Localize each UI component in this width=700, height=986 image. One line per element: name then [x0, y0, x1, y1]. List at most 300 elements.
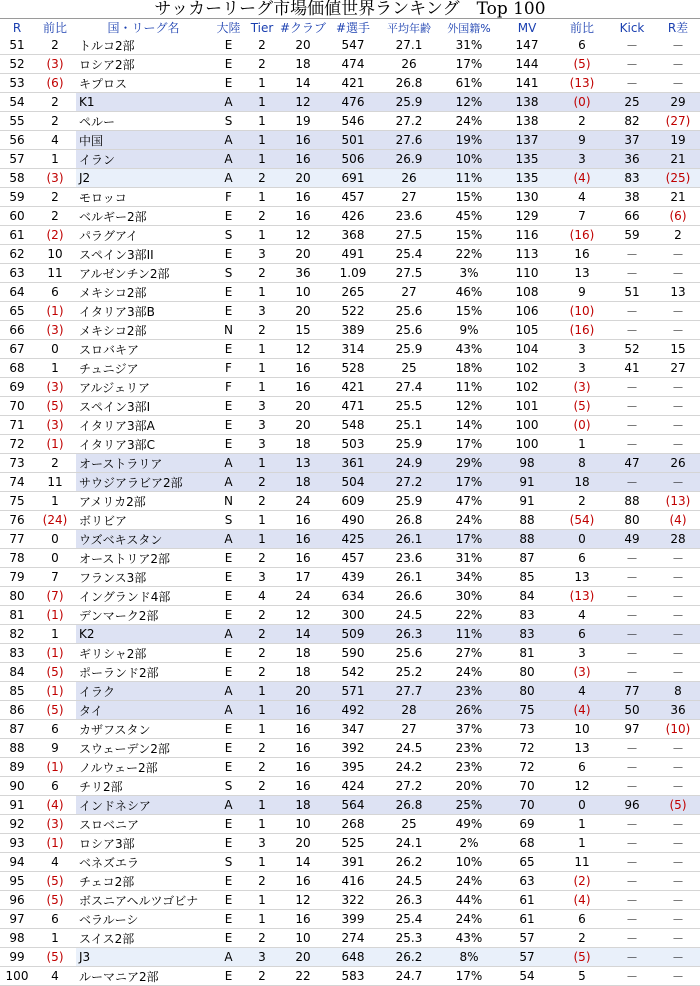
cell-foreign-pct: 23%: [440, 758, 498, 777]
cell-mv-change: 13: [556, 739, 608, 758]
cell-avg-age: 23.6: [378, 207, 440, 226]
cell-rank-diff: －: [656, 568, 700, 587]
cell-league: イタリア3部A: [76, 416, 211, 435]
cell-league: サウジアラビア2部: [76, 473, 211, 492]
cell-clubs: 36: [278, 264, 328, 283]
cell-mv: 81: [498, 644, 556, 663]
cell-rank-diff: (10): [656, 720, 700, 739]
cell-rank: 55: [0, 112, 34, 131]
table-row: [0, 549, 700, 568]
cell-continent: A: [211, 530, 246, 549]
cell-rank-diff: (5): [656, 796, 700, 815]
cell-players: 391: [328, 853, 378, 872]
cell-avg-age: 26.1: [378, 530, 440, 549]
cell-players: 506: [328, 150, 378, 169]
cell-mv: 80: [498, 663, 556, 682]
cell-rank: 67: [0, 340, 34, 359]
cell-rank-change: (5): [34, 872, 76, 891]
cell-tier: 2: [246, 644, 278, 663]
cell-players: 474: [328, 55, 378, 74]
cell-foreign-pct: 24%: [440, 663, 498, 682]
cell-continent: S: [211, 226, 246, 245]
cell-mv-change: 6: [556, 36, 608, 55]
cell-mv-change: (4): [556, 701, 608, 720]
cell-mv: 85: [498, 568, 556, 587]
cell-kick: －: [608, 758, 656, 777]
cell-rank-diff: －: [656, 245, 700, 264]
cell-league: スロベニア: [76, 815, 211, 834]
cell-foreign-pct: 17%: [440, 435, 498, 454]
cell-mv: 102: [498, 359, 556, 378]
cell-mv-change: 5: [556, 967, 608, 986]
cell-rank: 95: [0, 872, 34, 891]
cell-league: モロッコ: [76, 188, 211, 207]
cell-mv-change: 7: [556, 207, 608, 226]
cell-tier: 2: [246, 625, 278, 644]
cell-rank: 81: [0, 606, 34, 625]
cell-players: 564: [328, 796, 378, 815]
col-header-continent: 大陸: [216, 21, 241, 35]
cell-mv-change: (4): [556, 891, 608, 910]
cell-kick: －: [608, 549, 656, 568]
cell-clubs: 20: [278, 245, 328, 264]
table-row: [0, 777, 700, 796]
cell-foreign-pct: 17%: [440, 967, 498, 986]
cell-mv: 101: [498, 397, 556, 416]
cell-avg-age: 27.4: [378, 378, 440, 397]
cell-rank-change: 1: [34, 150, 76, 169]
cell-continent: E: [211, 245, 246, 264]
cell-kick: －: [608, 815, 656, 834]
cell-players: 368: [328, 226, 378, 245]
cell-rank: 54: [0, 93, 34, 112]
table-row: [0, 150, 700, 169]
cell-players: 322: [328, 891, 378, 910]
cell-mv: 113: [498, 245, 556, 264]
cell-kick: －: [608, 397, 656, 416]
cell-avg-age: 25.3: [378, 929, 440, 948]
cell-clubs: 20: [278, 682, 328, 701]
cell-mv-change: (5): [556, 948, 608, 967]
cell-avg-age: 27.2: [378, 777, 440, 796]
cell-league: キプロス: [76, 74, 211, 93]
cell-rank-diff: 36: [656, 701, 700, 720]
cell-mv-change: (5): [556, 397, 608, 416]
cell-mv: 83: [498, 625, 556, 644]
cell-mv-change: 6: [556, 910, 608, 929]
cell-mv-change: (3): [556, 663, 608, 682]
cell-league: ポーランド2部: [76, 663, 211, 682]
cell-rank-diff: 29: [656, 93, 700, 112]
cell-clubs: 20: [278, 397, 328, 416]
cell-mv-change: (4): [556, 169, 608, 188]
cell-tier: 3: [246, 948, 278, 967]
cell-continent: E: [211, 758, 246, 777]
col-header-rank-diff: R差: [667, 21, 689, 35]
cell-players: 691: [328, 169, 378, 188]
cell-mv: 91: [498, 492, 556, 511]
cell-rank-change: (4): [34, 796, 76, 815]
cell-players: 583: [328, 967, 378, 986]
cell-rank-change: (1): [34, 682, 76, 701]
cell-rank-change: (1): [34, 606, 76, 625]
cell-rank-diff: 2: [656, 226, 700, 245]
cell-mv-change: 0: [556, 530, 608, 549]
table-row: [0, 169, 700, 188]
cell-clubs: 18: [278, 473, 328, 492]
cell-mv: 80: [498, 682, 556, 701]
cell-avg-age: 26.2: [378, 853, 440, 872]
table-row: [0, 378, 700, 397]
table-row: [0, 302, 700, 321]
cell-players: 421: [328, 74, 378, 93]
cell-rank-diff: －: [656, 815, 700, 834]
cell-league: ベラルーシ: [76, 910, 211, 929]
cell-mv-change: 11: [556, 853, 608, 872]
cell-rank-change: (1): [34, 435, 76, 454]
cell-league: ロシア3部: [76, 834, 211, 853]
table-row: [0, 834, 700, 853]
cell-tier: 2: [246, 36, 278, 55]
cell-avg-age: 24.7: [378, 967, 440, 986]
cell-rank: 75: [0, 492, 34, 511]
cell-rank-diff: －: [656, 55, 700, 74]
cell-clubs: 18: [278, 644, 328, 663]
cell-continent: E: [211, 834, 246, 853]
table-row: [0, 568, 700, 587]
cell-foreign-pct: 11%: [440, 169, 498, 188]
cell-tier: 1: [246, 340, 278, 359]
cell-continent: A: [211, 473, 246, 492]
cell-continent: S: [211, 264, 246, 283]
cell-tier: 3: [246, 416, 278, 435]
cell-players: 571: [328, 682, 378, 701]
cell-continent: E: [211, 207, 246, 226]
cell-foreign-pct: 49%: [440, 815, 498, 834]
cell-clubs: 20: [278, 416, 328, 435]
cell-league: ルーマニア2部: [76, 967, 211, 986]
cell-continent: E: [211, 55, 246, 74]
cell-league: ペルー: [76, 112, 211, 131]
cell-rank-change: 11: [34, 473, 76, 492]
cell-avg-age: 27.6: [378, 131, 440, 150]
cell-clubs: 16: [278, 188, 328, 207]
cell-clubs: 18: [278, 435, 328, 454]
table-body: [0, 36, 700, 986]
cell-foreign-pct: 15%: [440, 302, 498, 321]
cell-avg-age: 26.6: [378, 587, 440, 606]
cell-league: スウェーデン2部: [76, 739, 211, 758]
cell-players: 522: [328, 302, 378, 321]
cell-mv: 116: [498, 226, 556, 245]
cell-foreign-pct: 29%: [440, 454, 498, 473]
cell-rank-diff: 13: [656, 283, 700, 302]
cell-league: メキシコ2部: [76, 321, 211, 340]
cell-tier: 1: [246, 511, 278, 530]
cell-rank: 93: [0, 834, 34, 853]
cell-rank-diff: －: [656, 758, 700, 777]
col-header-mv: MV: [517, 20, 537, 35]
cell-rank-diff: －: [656, 872, 700, 891]
cell-foreign-pct: 17%: [440, 55, 498, 74]
cell-tier: 1: [246, 910, 278, 929]
cell-league: J3: [76, 948, 211, 967]
cell-rank-change: 2: [34, 454, 76, 473]
cell-tier: 1: [246, 283, 278, 302]
cell-players: 399: [328, 910, 378, 929]
cell-mv: 61: [498, 891, 556, 910]
cell-mv-change: (0): [556, 416, 608, 435]
col-header-league: 国・リーグ名: [107, 21, 180, 35]
cell-rank: 62: [0, 245, 34, 264]
cell-clubs: 20: [278, 834, 328, 853]
cell-rank-diff: －: [656, 625, 700, 644]
cell-avg-age: 27: [378, 188, 440, 207]
cell-rank-diff: 27: [656, 359, 700, 378]
cell-rank-diff: －: [656, 416, 700, 435]
cell-tier: 1: [246, 359, 278, 378]
cell-foreign-pct: 19%: [440, 131, 498, 150]
cell-clubs: 16: [278, 530, 328, 549]
cell-rank: 68: [0, 359, 34, 378]
cell-rank-diff: －: [656, 397, 700, 416]
cell-rank: 88: [0, 739, 34, 758]
cell-players: 439: [328, 568, 378, 587]
cell-players: 490: [328, 511, 378, 530]
table-row: [0, 663, 700, 682]
cell-kick: 37: [608, 131, 656, 150]
cell-rank-change: 7: [34, 568, 76, 587]
cell-rank-change: 2: [34, 207, 76, 226]
cell-avg-age: 25.4: [378, 910, 440, 929]
cell-mv-change: 13: [556, 264, 608, 283]
cell-foreign-pct: 30%: [440, 587, 498, 606]
cell-mv-change: 16: [556, 245, 608, 264]
cell-players: 476: [328, 93, 378, 112]
table-row: [0, 625, 700, 644]
table-row: [0, 511, 700, 530]
cell-league: パラグアイ: [76, 226, 211, 245]
cell-foreign-pct: 9%: [440, 321, 498, 340]
table-row: [0, 226, 700, 245]
cell-kick: －: [608, 473, 656, 492]
cell-foreign-pct: 15%: [440, 188, 498, 207]
cell-foreign-pct: 24%: [440, 112, 498, 131]
col-header-kick: Kick: [619, 20, 645, 35]
cell-players: 426: [328, 207, 378, 226]
cell-kick: －: [608, 378, 656, 397]
cell-continent: A: [211, 454, 246, 473]
cell-players: 504: [328, 473, 378, 492]
cell-players: 547: [328, 36, 378, 55]
cell-continent: S: [211, 777, 246, 796]
cell-continent: A: [211, 682, 246, 701]
cell-foreign-pct: 23%: [440, 682, 498, 701]
cell-rank-change: 4: [34, 131, 76, 150]
cell-continent: E: [211, 815, 246, 834]
cell-rank-change: 1: [34, 492, 76, 511]
cell-mv-change: 3: [556, 340, 608, 359]
cell-rank: 97: [0, 910, 34, 929]
cell-tier: 1: [246, 853, 278, 872]
cell-foreign-pct: 46%: [440, 283, 498, 302]
cell-clubs: 14: [278, 853, 328, 872]
cell-kick: 36: [608, 150, 656, 169]
cell-league: スイス2部: [76, 929, 211, 948]
cell-kick: 49: [608, 530, 656, 549]
cell-foreign-pct: 24%: [440, 511, 498, 530]
cell-league: アルジェリア: [76, 378, 211, 397]
cell-avg-age: 27.5: [378, 226, 440, 245]
cell-continent: S: [211, 511, 246, 530]
cell-kick: 47: [608, 454, 656, 473]
cell-tier: 2: [246, 663, 278, 682]
cell-mv: 88: [498, 530, 556, 549]
cell-kick: 51: [608, 283, 656, 302]
cell-rank: 92: [0, 815, 34, 834]
cell-rank-change: (5): [34, 397, 76, 416]
cell-rank: 69: [0, 378, 34, 397]
cell-rank: 65: [0, 302, 34, 321]
cell-mv: 91: [498, 473, 556, 492]
cell-mv-change: 8: [556, 454, 608, 473]
cell-tier: 1: [246, 530, 278, 549]
cell-avg-age: 24.5: [378, 606, 440, 625]
cell-mv: 98: [498, 454, 556, 473]
cell-mv: 105: [498, 321, 556, 340]
cell-rank-diff: 26: [656, 454, 700, 473]
cell-avg-age: 25: [378, 815, 440, 834]
cell-foreign-pct: 47%: [440, 492, 498, 511]
cell-rank: 89: [0, 758, 34, 777]
cell-kick: 96: [608, 796, 656, 815]
table-row: [0, 340, 700, 359]
cell-kick: －: [608, 321, 656, 340]
cell-rank-change: 2: [34, 93, 76, 112]
cell-avg-age: 25.6: [378, 302, 440, 321]
cell-players: 457: [328, 188, 378, 207]
cell-foreign-pct: 43%: [440, 340, 498, 359]
cell-tier: 1: [246, 454, 278, 473]
cell-continent: A: [211, 169, 246, 188]
cell-tier: 2: [246, 492, 278, 511]
cell-rank-diff: －: [656, 606, 700, 625]
cell-continent: E: [211, 967, 246, 986]
cell-rank: 96: [0, 891, 34, 910]
cell-kick: －: [608, 55, 656, 74]
cell-players: 525: [328, 834, 378, 853]
cell-avg-age: 26.2: [378, 948, 440, 967]
cell-league: メキシコ2部: [76, 283, 211, 302]
cell-mv: 137: [498, 131, 556, 150]
cell-clubs: 18: [278, 796, 328, 815]
cell-players: 501: [328, 131, 378, 150]
cell-clubs: 10: [278, 929, 328, 948]
cell-tier: 3: [246, 302, 278, 321]
cell-kick: －: [608, 948, 656, 967]
cell-continent: A: [211, 625, 246, 644]
cell-rank-change: 2: [34, 36, 76, 55]
table-row: [0, 606, 700, 625]
cell-rank-diff: －: [656, 321, 700, 340]
cell-rank: 58: [0, 169, 34, 188]
cell-mv: 147: [498, 36, 556, 55]
cell-mv: 135: [498, 169, 556, 188]
cell-avg-age: 26.8: [378, 74, 440, 93]
cell-kick: －: [608, 929, 656, 948]
cell-kick: －: [608, 663, 656, 682]
cell-rank: 73: [0, 454, 34, 473]
cell-kick: －: [608, 245, 656, 264]
cell-rank-diff: 21: [656, 150, 700, 169]
cell-foreign-pct: 3%: [440, 264, 498, 283]
cell-kick: 83: [608, 169, 656, 188]
cell-league: トルコ2部: [76, 36, 211, 55]
cell-league: ウズベキスタン: [76, 530, 211, 549]
cell-rank-diff: －: [656, 587, 700, 606]
cell-rank-diff: 28: [656, 530, 700, 549]
cell-continent: E: [211, 568, 246, 587]
cell-players: 416: [328, 872, 378, 891]
cell-rank-diff: (6): [656, 207, 700, 226]
cell-rank: 52: [0, 55, 34, 74]
cell-mv: 135: [498, 150, 556, 169]
cell-avg-age: 25.9: [378, 435, 440, 454]
cell-players: 1.09: [328, 264, 378, 283]
cell-mv: 108: [498, 283, 556, 302]
cell-rank-diff: －: [656, 777, 700, 796]
cell-kick: 97: [608, 720, 656, 739]
cell-rank: 76: [0, 511, 34, 530]
col-header-players: #選手: [335, 21, 371, 35]
table-row: [0, 112, 700, 131]
cell-clubs: 16: [278, 910, 328, 929]
cell-rank: 59: [0, 188, 34, 207]
cell-players: 425: [328, 530, 378, 549]
cell-rank: 61: [0, 226, 34, 245]
col-header-avg-age: 平均年齢: [387, 21, 431, 35]
cell-rank-change: 6: [34, 910, 76, 929]
cell-foreign-pct: 45%: [440, 207, 498, 226]
table-row: [0, 872, 700, 891]
table-row: [0, 967, 700, 986]
cell-foreign-pct: 14%: [440, 416, 498, 435]
table-row: [0, 131, 700, 150]
cell-avg-age: 24.2: [378, 758, 440, 777]
cell-continent: E: [211, 283, 246, 302]
cell-continent: A: [211, 796, 246, 815]
cell-foreign-pct: 11%: [440, 625, 498, 644]
cell-mv-change: (2): [556, 872, 608, 891]
cell-kick: －: [608, 777, 656, 796]
cell-tier: 3: [246, 834, 278, 853]
cell-foreign-pct: 44%: [440, 891, 498, 910]
cell-continent: S: [211, 853, 246, 872]
cell-tier: 2: [246, 872, 278, 891]
cell-foreign-pct: 34%: [440, 568, 498, 587]
cell-tier: 1: [246, 682, 278, 701]
cell-kick: －: [608, 967, 656, 986]
cell-foreign-pct: 31%: [440, 549, 498, 568]
cell-league: オーストラリア: [76, 454, 211, 473]
table-row: [0, 36, 700, 55]
cell-clubs: 16: [278, 701, 328, 720]
cell-league: チュニジア: [76, 359, 211, 378]
cell-mv: 104: [498, 340, 556, 359]
cell-rank-diff: 21: [656, 188, 700, 207]
cell-tier: 2: [246, 739, 278, 758]
cell-avg-age: 27.5: [378, 264, 440, 283]
